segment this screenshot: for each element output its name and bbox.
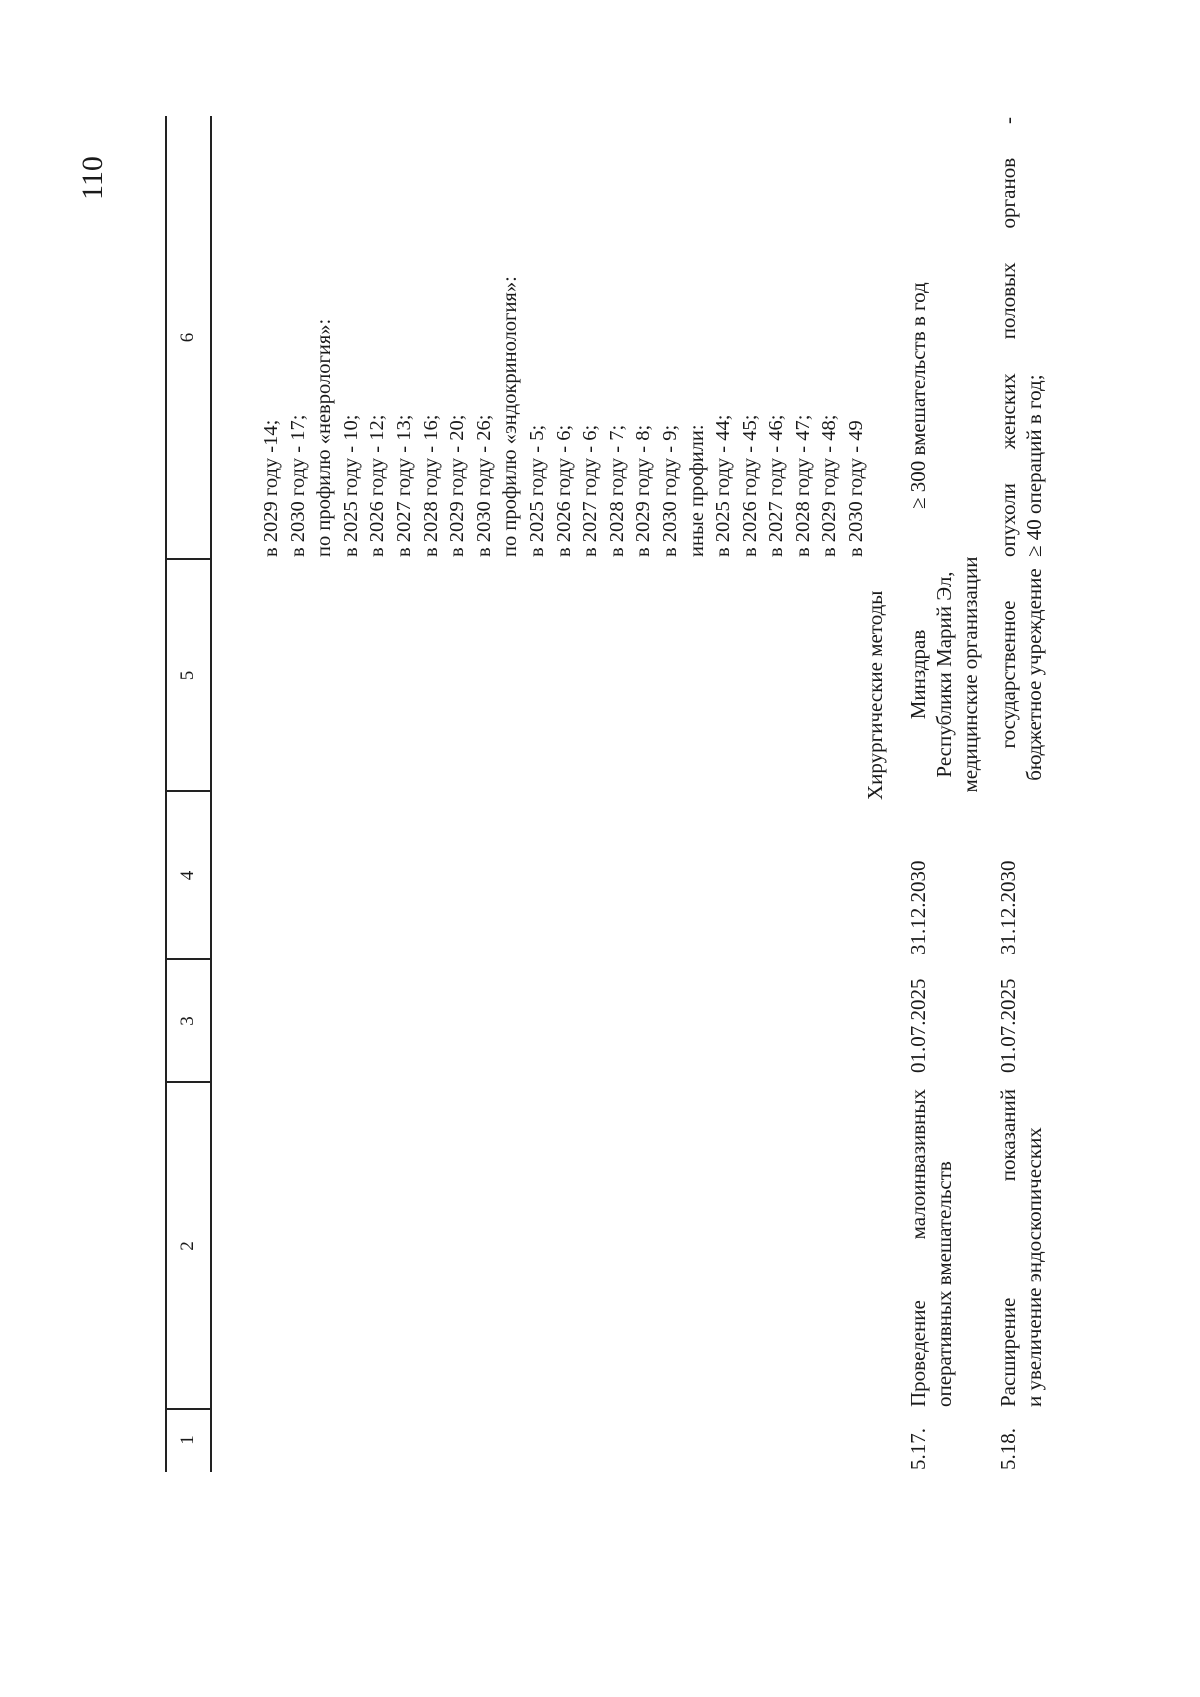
responsible-line: Минздрав — [906, 629, 930, 720]
start-date: 01.07.2025 — [906, 978, 930, 1073]
list-item: в 2025 году - 5; — [525, 424, 548, 557]
column-header-4: 4 — [177, 870, 198, 881]
list-item: в 2029 году - 48; — [818, 414, 841, 557]
column-header-5: 5 — [177, 670, 198, 681]
list-item: в 2030 году - 26; — [472, 414, 495, 557]
list-item: иные профили: — [685, 424, 708, 557]
column-header-6: 6 — [177, 332, 198, 343]
result-line: ≥ 40 операций в год; — [1022, 374, 1046, 557]
end-date: 31.12.2030 — [996, 860, 1020, 955]
description-line: и увеличение эндоскопических — [1022, 1127, 1046, 1407]
list-item: в 2029 году -14; — [260, 419, 282, 557]
list-item: в 2025 году - 10; — [339, 414, 362, 557]
page-number: 110 — [76, 156, 109, 200]
responsible — [995, 552, 1047, 797]
row-number: 5.17. — [906, 1428, 930, 1470]
list-item: по профилю «эндокринология»: — [499, 276, 522, 557]
end-date: 31.12.2030 — [906, 860, 930, 955]
list-item: в 2029 году - 8; — [632, 424, 655, 557]
list-item: в 2027 году - 13; — [392, 414, 415, 557]
list-item: по профилю «неврология»: — [313, 318, 336, 557]
responsible-line: государственное — [996, 600, 1020, 749]
list-item: в 2028 году - 7; — [605, 424, 628, 557]
list-item: в 2030 году - 17; — [286, 414, 309, 557]
responsible-line: Республики Марий Эл, — [932, 571, 956, 778]
description-line: Проведение малоинвазивных — [906, 1089, 930, 1407]
list-item: в 2030 году - 9; — [658, 424, 681, 557]
list-item: в 2027 году - 46; — [765, 414, 788, 557]
column-header-2: 2 — [177, 1241, 198, 1251]
section-heading: Хирургические методы — [863, 590, 887, 800]
list-item: в 2029 году - 20; — [446, 414, 469, 557]
responsible-line: медицинские организации — [958, 556, 982, 793]
list-item: в 2026 году - 6; — [552, 424, 575, 557]
result-indicator — [995, 117, 1047, 557]
list-item: в 2028 году - 47; — [791, 414, 814, 557]
header-top-line — [165, 116, 167, 1472]
column-header-1: 1 — [177, 1435, 198, 1445]
row-number: 5.18. — [996, 1428, 1020, 1470]
list-item: в 2030 году - 49 — [845, 420, 868, 557]
list-item: в 2028 году - 16; — [419, 414, 442, 557]
header-bottom-line — [210, 116, 212, 1472]
column-header-3: 3 — [177, 1016, 198, 1026]
start-date: 01.07.2025 — [996, 978, 1020, 1073]
responsible — [905, 552, 983, 797]
description-line: Расширение показаний — [996, 1089, 1020, 1407]
row-description — [905, 1089, 957, 1407]
description-line: оперативных вмешательств — [932, 1161, 956, 1407]
continuation-list — [258, 276, 870, 557]
responsible-line: бюджетное учреждение — [1022, 568, 1046, 781]
list-item: в 2026 году - 45; — [738, 414, 761, 557]
list-item: в 2026 году - 12; — [366, 414, 389, 557]
list-item: в 2027 году - 6; — [579, 424, 602, 557]
result-line: опухоли женских половых органов - — [996, 117, 1020, 557]
list-item: в 2025 году - 44; — [712, 414, 735, 557]
row-description — [995, 1089, 1047, 1407]
result-indicator: ≥ 300 вмешательств в год — [906, 282, 930, 509]
